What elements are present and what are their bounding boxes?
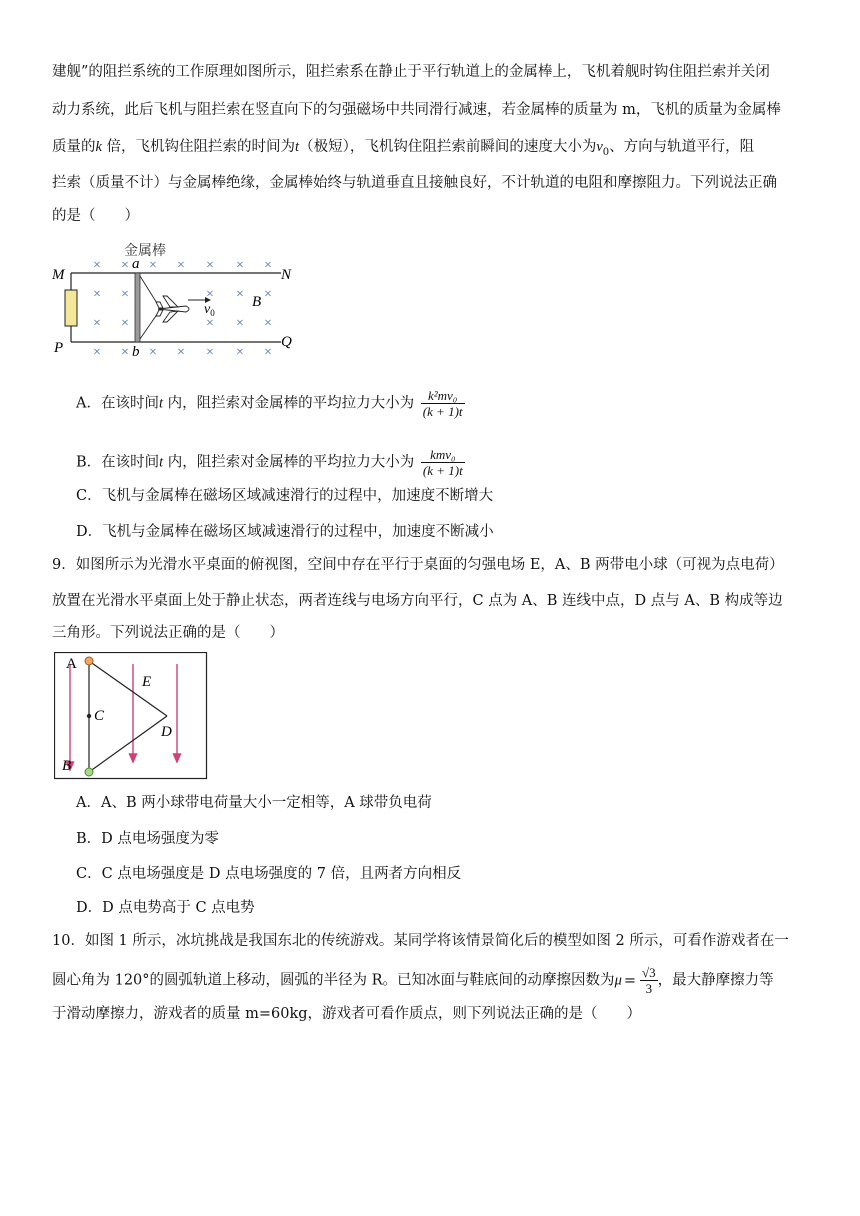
- resistor: [65, 290, 77, 326]
- airplane-icon: [156, 296, 189, 322]
- field-cross-icon: ×: [121, 287, 129, 302]
- label-E: E: [142, 674, 152, 690]
- q8-option-A-fraction: $\frac{\text{k²mv₀}}{(k + 1)t}$: [422, 388, 463, 419]
- q9-line-2: 放置在光滑水平桌面上处于静止状态，两者连线与电场方向平行，C 点为 A、B 连线中点，D 点与 A、B 构成等边: [52, 593, 783, 609]
- field-cross-icon: ×: [177, 345, 185, 360]
- q8-option-C[interactable]: C．飞机与金属棒在磁场区域减速滑行的过程中，加速度不断增大: [76, 488, 494, 504]
- mu-fraction: $\frac{√3}{3}$: [642, 965, 656, 996]
- q8-option-B[interactable]: B．在该时间t 内，阻拦索对金属棒的平均拉力大小为 $\frac{\text{kmv₀}}{(k + 1)t}$: [76, 447, 463, 478]
- field-cross-icon: ×: [236, 258, 244, 273]
- field-cross-icon: ×: [177, 258, 185, 273]
- var-k: k: [95, 139, 102, 155]
- label-v0: $v_0$: [204, 302, 215, 318]
- field-cross-icon: ×: [236, 287, 244, 302]
- q9-figure: [54, 652, 208, 780]
- field-cross-icon: ×: [264, 258, 272, 273]
- var-v: v: [596, 139, 603, 155]
- field-cross-icon: ×: [93, 345, 101, 360]
- field-cross-icon: ×: [206, 287, 214, 302]
- field-cross-icon: ×: [264, 345, 272, 360]
- var-v-sub: 0: [602, 146, 610, 158]
- field-cross-icon: ×: [149, 258, 157, 273]
- label-D: D: [161, 724, 172, 740]
- q8-line-3: [52, 137, 754, 163]
- q8-option-A[interactable]: A．在该时间t 内，阻拦索对金属棒的平均拉力大小为 $\frac{\text{k²mv₀}}{(k + 1)t}$: [76, 388, 463, 419]
- label-B: B: [252, 294, 262, 310]
- var-t: t: [295, 139, 300, 155]
- label-M: M: [52, 267, 65, 283]
- field-cross-icon: ×: [149, 345, 157, 360]
- q8-line-1: 建舰”的阻拦系统的工作原理如图所示，阻拦索系在静止于平行轨道上的金属棒上，飞机着舰时钩住阻拦索并关闭: [52, 64, 770, 80]
- field-cross-icon: ×: [264, 316, 272, 331]
- field-cross-icon: ×: [93, 316, 101, 331]
- q8-line-3-b: 倍，飞机钩住阻拦索的时间为: [101, 139, 296, 155]
- q8-option-D[interactable]: D．飞机与金属棒在磁场区域减速滑行的过程中，加速度不断减小: [76, 524, 494, 540]
- field-cross-icon: ×: [236, 345, 244, 360]
- label-N: N: [281, 267, 292, 283]
- q9-option-C[interactable]: C．C 点电场强度是 D 点电场强度的 7 倍，且两者方向相反: [76, 866, 462, 882]
- q8-option-B-fraction: $\frac{\text{kmv₀}}{(k + 1)t}$: [422, 447, 463, 478]
- q8-line-3-c: （极短），飞机钩住阻拦索前瞬间的速度大小为: [299, 139, 597, 155]
- field-cross-icon: ×: [206, 345, 214, 360]
- q8-figure: [50, 238, 300, 362]
- label-P: P: [54, 340, 64, 356]
- label-Q: Q: [281, 334, 292, 350]
- q9-option-D[interactable]: D．D 点电势高于 C 点电势: [76, 900, 255, 916]
- field-cross-icon: ×: [206, 258, 214, 273]
- q10-line-1: 10．如图 1 所示，冰坑挑战是我国东北的传统游戏。某同学将该情景简化后的模型如图 2 所示，可看作游戏者在一: [52, 933, 789, 949]
- ball-B: [85, 768, 93, 776]
- label-A: A: [66, 656, 77, 672]
- field-cross-icon: ×: [93, 287, 101, 302]
- field-cross-icon: ×: [121, 316, 129, 331]
- label-b: b: [132, 344, 140, 360]
- field-cross-icon: ×: [121, 345, 129, 360]
- label-metal-rod: 金属棒: [124, 243, 166, 259]
- field-cross-icon: ×: [121, 258, 129, 273]
- ball-A: [85, 657, 93, 665]
- label-C: C: [94, 708, 105, 724]
- label-B-point: B: [62, 758, 72, 774]
- var-mu: μ: [614, 972, 622, 989]
- q8-line-3-a: 质量的: [52, 139, 96, 155]
- field-cross-icon: ×: [264, 287, 272, 302]
- q9-option-B[interactable]: B．D 点电场强度为零: [76, 831, 219, 847]
- q9-line-3: 三角形。下列说法正确的是（ ）: [52, 625, 284, 641]
- q8-line-4: 拦索（质量不计）与金属棒绝缘，金属棒始终与轨道垂直且接触良好，不计轨道的电阻和摩擦阻力。下列说法正确: [52, 175, 777, 191]
- field-cross-icon: ×: [206, 316, 214, 331]
- q8-line-2: 动力系统，此后飞机与阻拦索在竖直向下的匀强磁场中共同滑行减速，若金属棒的质量为 m，飞机的质量为金属棒: [52, 102, 781, 118]
- field-cross-icon: ×: [236, 316, 244, 331]
- q10-line-3: 于滑动摩擦力，游戏者的质量 m=60kg，游戏者可看作质点，则下列说法正确的是（ ）: [52, 1006, 642, 1022]
- label-a: a: [132, 256, 140, 272]
- field-cross-icon: ×: [93, 258, 101, 273]
- q8-line-3-d: 、方向与轨道平行，阻: [609, 139, 755, 155]
- point-C: [87, 714, 91, 718]
- metal-rod: [135, 273, 140, 342]
- q10-line-2: 圆心角为 120°的圆弧轨道上移动，圆弧的半径为 R。已知冰面与鞋底间的动摩擦因数为μ = $\frac{√3}{3}$ ，最大静摩擦力等: [52, 965, 774, 996]
- q8-line-5: 的是（ ）: [52, 208, 139, 224]
- q9-line-1: 9．如图所示为光滑水平桌面的俯视图，空间中存在平行于桌面的匀强电场 E，A、B 两带电小球（可视为点电荷）: [52, 557, 784, 573]
- q9-option-A[interactable]: A．A、B 两小球带电荷量大小一定相等，A 球带负电荷: [76, 795, 432, 811]
